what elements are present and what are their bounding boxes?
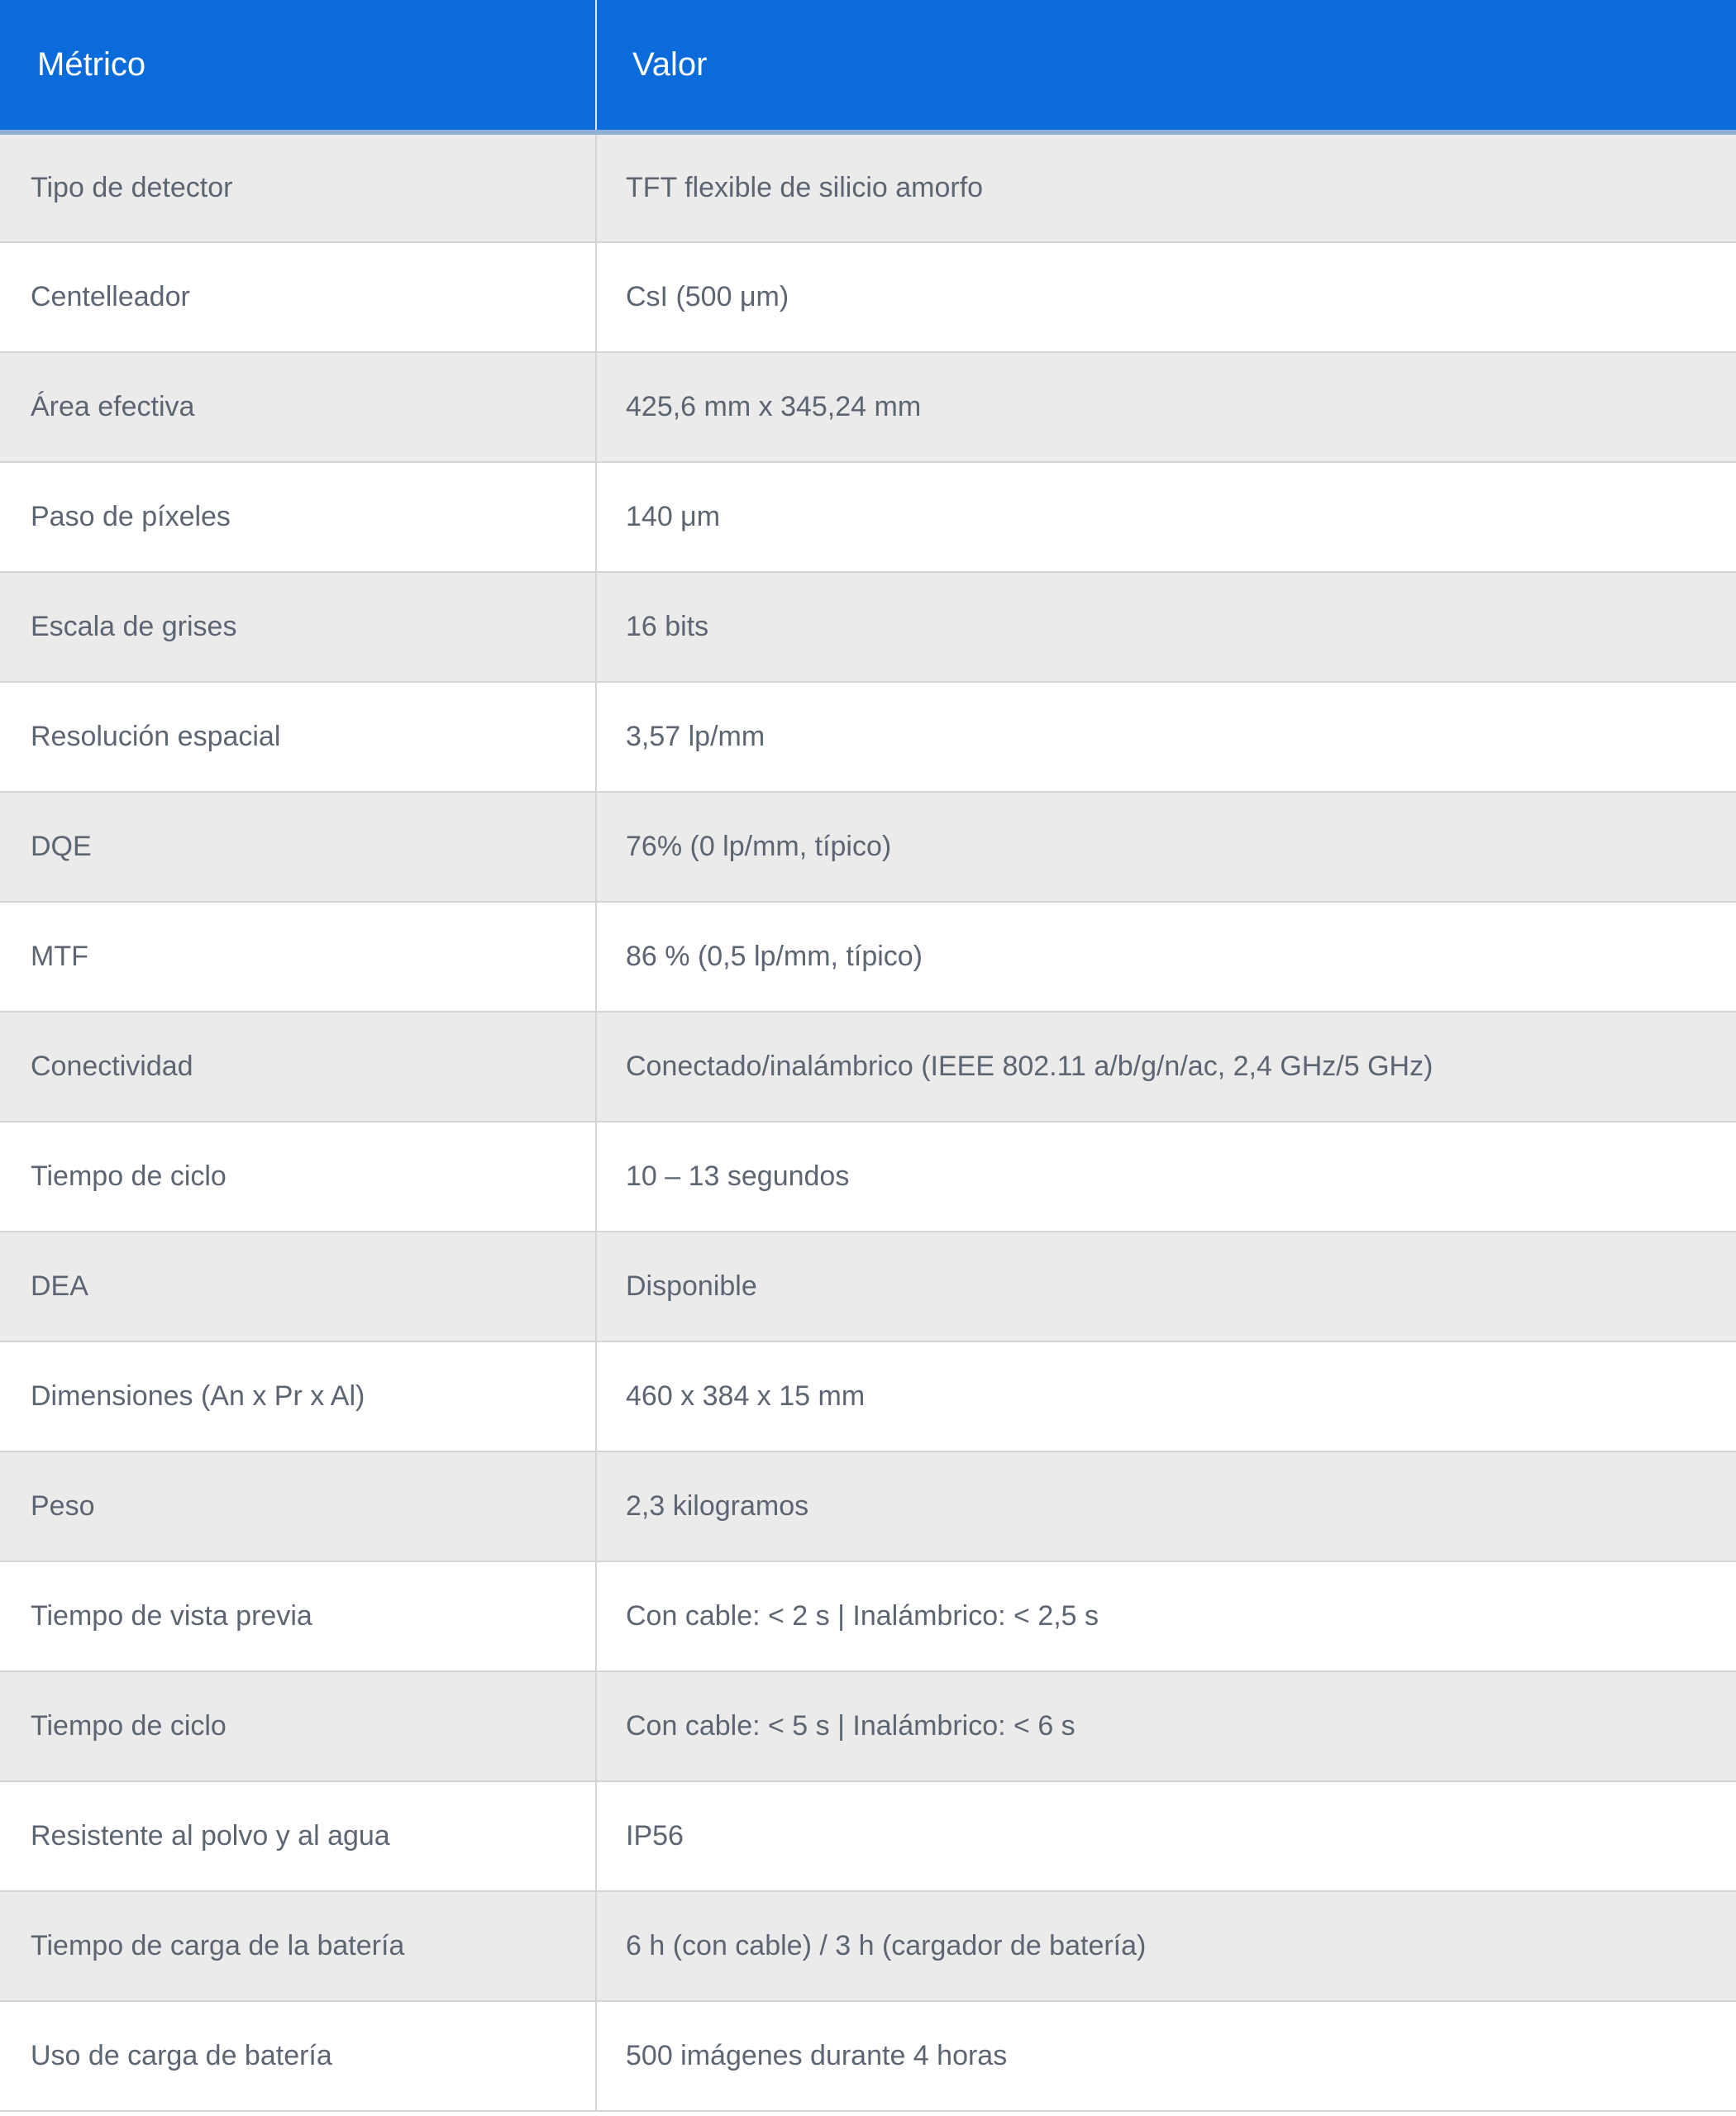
metric-cell: Tiempo de ciclo bbox=[0, 1122, 596, 1232]
value-cell: Con cable: < 5 s | Inalámbrico: < 6 s bbox=[596, 1671, 1736, 1781]
table-row bbox=[0, 1671, 1736, 1781]
table-row bbox=[0, 682, 1736, 792]
value-cell: 500 imágenes durante 4 horas bbox=[596, 2001, 1736, 2111]
metric-cell: Dimensiones (An x Pr x Al) bbox=[0, 1342, 596, 1451]
value-cell: 76% (0 lp/mm, típico) bbox=[596, 792, 1736, 902]
metric-cell: DEA bbox=[0, 1232, 596, 1342]
metric-cell: Tipo de detector bbox=[0, 132, 596, 242]
table-row bbox=[0, 132, 1736, 242]
table-row bbox=[0, 462, 1736, 572]
metric-cell: Paso de píxeles bbox=[0, 462, 596, 572]
value-cell: 86 % (0,5 lp/mm, típico) bbox=[596, 902, 1736, 1012]
metric-cell: Área efectiva bbox=[0, 352, 596, 462]
column-header-metric: Métrico bbox=[0, 0, 596, 132]
table-row bbox=[0, 242, 1736, 352]
value-cell: Con cable: < 2 s | Inalámbrico: < 2,5 s bbox=[596, 1561, 1736, 1671]
table-row bbox=[0, 902, 1736, 1012]
table-row bbox=[0, 572, 1736, 682]
metric-cell: Peso bbox=[0, 1451, 596, 1561]
value-cell: TFT flexible de silicio amorfo bbox=[596, 132, 1736, 242]
value-cell: Conectado/inalámbrico (IEEE 802.11 a/b/g/n/ac, 2,4 GHz/5 GHz) bbox=[596, 1012, 1736, 1122]
table-row bbox=[0, 1891, 1736, 2001]
value-cell: IP56 bbox=[596, 1781, 1736, 1891]
table-row bbox=[0, 1451, 1736, 1561]
table-row bbox=[0, 792, 1736, 902]
metric-cell: Uso de carga de batería bbox=[0, 2001, 596, 2111]
metric-cell: Centelleador bbox=[0, 242, 596, 352]
metric-cell: Tiempo de ciclo bbox=[0, 1671, 596, 1781]
metric-cell: Escala de grises bbox=[0, 572, 596, 682]
metric-cell: Tiempo de carga de la batería bbox=[0, 1891, 596, 2001]
value-cell: 425,6 mm x 345,24 mm bbox=[596, 352, 1736, 462]
value-cell: 2,3 kilogramos bbox=[596, 1451, 1736, 1561]
value-cell: 16 bits bbox=[596, 572, 1736, 682]
table-row bbox=[0, 1012, 1736, 1122]
value-cell: 3,57 lp/mm bbox=[596, 682, 1736, 792]
table-row bbox=[0, 1561, 1736, 1671]
metric-cell: Conectividad bbox=[0, 1012, 596, 1122]
table-row bbox=[0, 1122, 1736, 1232]
table-row bbox=[0, 1342, 1736, 1451]
metric-cell: Resolución espacial bbox=[0, 682, 596, 792]
metric-cell: DQE bbox=[0, 792, 596, 902]
value-cell: 140 μm bbox=[596, 462, 1736, 572]
table-row bbox=[0, 352, 1736, 462]
metric-cell: Resistente al polvo y al agua bbox=[0, 1781, 596, 1891]
metric-cell: MTF bbox=[0, 902, 596, 1012]
value-cell: 460 x 384 x 15 mm bbox=[596, 1342, 1736, 1451]
value-cell: Disponible bbox=[596, 1232, 1736, 1342]
column-header-value: Valor bbox=[596, 0, 1736, 132]
table-row bbox=[0, 1232, 1736, 1342]
value-cell: 6 h (con cable) / 3 h (cargador de batería) bbox=[596, 1891, 1736, 2001]
value-cell: CsI (500 μm) bbox=[596, 242, 1736, 352]
table-row bbox=[0, 1781, 1736, 1891]
value-cell: 10 – 13 segundos bbox=[596, 1122, 1736, 1232]
table-header-row bbox=[0, 0, 1736, 132]
table-row bbox=[0, 2001, 1736, 2111]
metric-cell: Tiempo de vista previa bbox=[0, 1561, 596, 1671]
